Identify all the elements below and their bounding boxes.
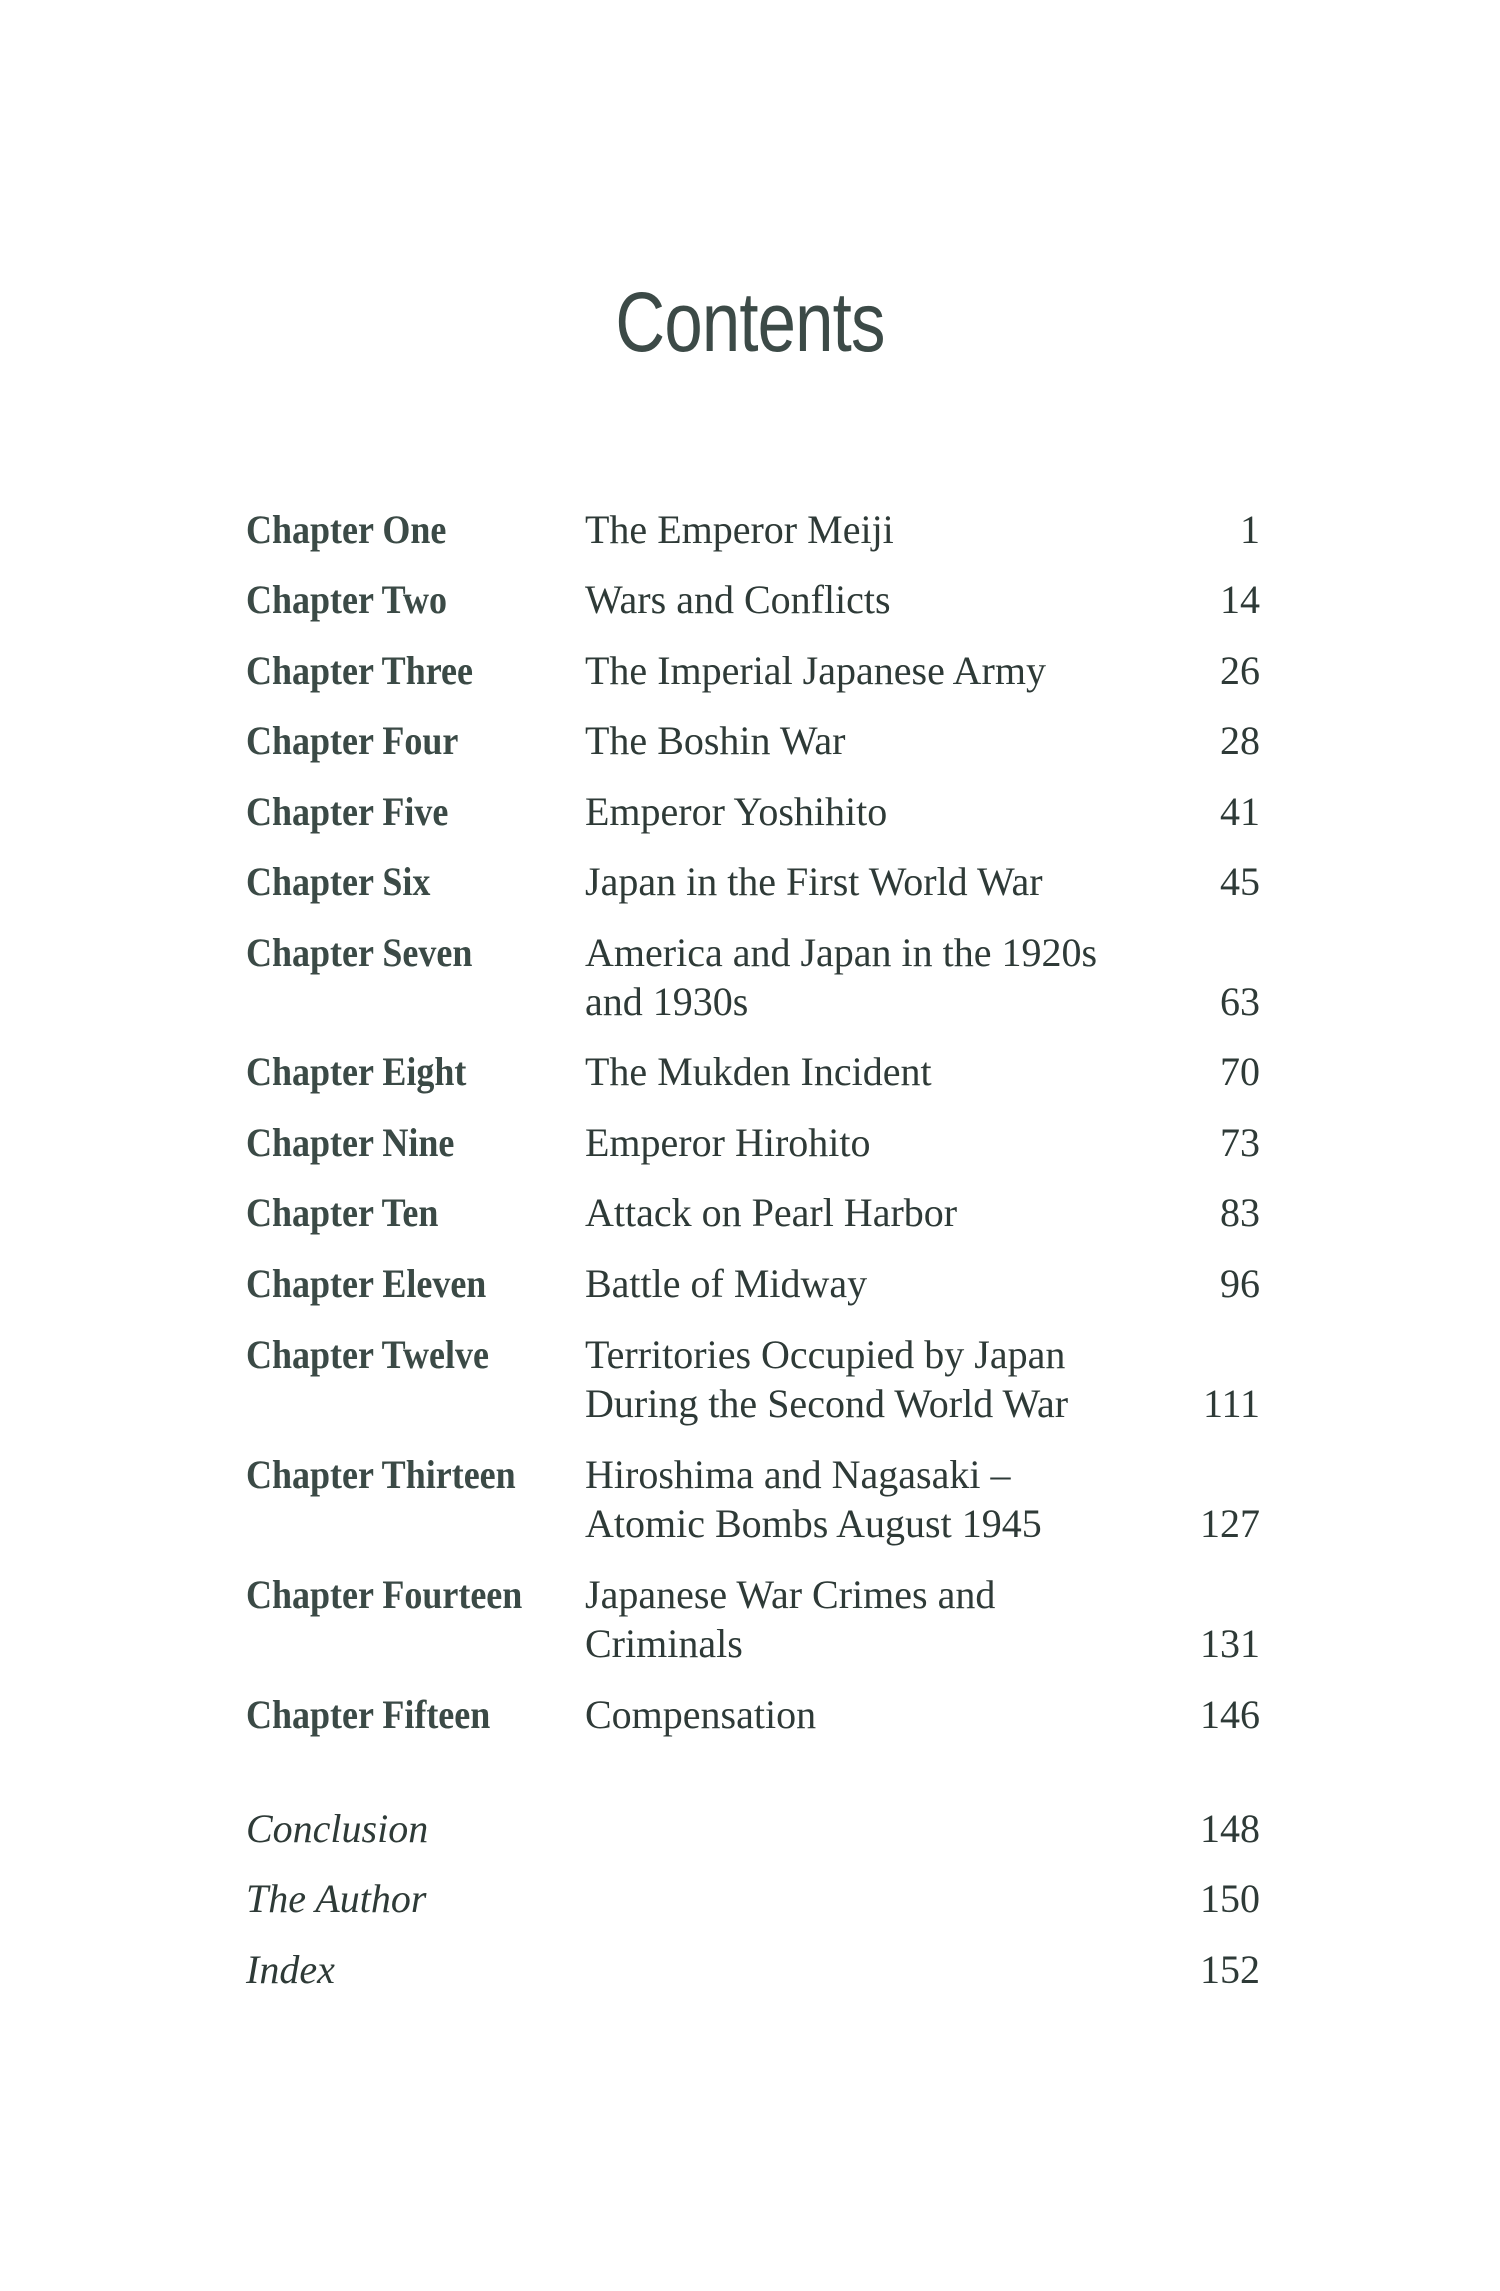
chapter-label: Chapter Three (246, 648, 474, 693)
page-number: 70 (1220, 1049, 1260, 1094)
page-number: 1 (1240, 507, 1260, 552)
chapter-label: Chapter Fifteen (246, 1692, 491, 1737)
page-number: 150 (1200, 1876, 1260, 1921)
page-number: 14 (1220, 577, 1260, 622)
chapter-label: Chapter Twelve (246, 1332, 489, 1377)
chapter-title: Attack on Pearl Harbor (585, 1190, 958, 1235)
page-number: 26 (1220, 648, 1260, 693)
page-number: 127 (1200, 1501, 1260, 1546)
page-number: 152 (1200, 1947, 1260, 1992)
chapter-label: Chapter Thirteen (246, 1452, 516, 1497)
chapter-title: Battle of Midway (585, 1261, 868, 1306)
back-matter-label: Conclusion (246, 1806, 429, 1851)
page-number: 63 (1220, 979, 1260, 1024)
page-title: Contents (615, 275, 885, 369)
chapter-title: Wars and Conflicts (585, 577, 891, 622)
chapter-title: Emperor Yoshihito (585, 789, 888, 834)
page-number: 83 (1220, 1190, 1260, 1235)
chapter-label: Chapter Seven (246, 930, 473, 975)
back-matter-label: The Author (246, 1876, 427, 1921)
chapter-title: The Mukden Incident (585, 1049, 932, 1094)
back-matter-label: Index (246, 1947, 335, 1992)
page-number: 41 (1220, 789, 1260, 834)
page-number: 131 (1200, 1621, 1260, 1666)
chapter-title: Japan in the First World War (585, 859, 1043, 904)
chapter-label: Chapter Nine (246, 1120, 455, 1165)
chapter-label: Chapter Six (246, 859, 431, 904)
page-number: 45 (1220, 859, 1260, 904)
chapter-label: Chapter Ten (246, 1190, 439, 1235)
page-number: 28 (1220, 718, 1260, 763)
chapter-label: Chapter Five (246, 789, 449, 834)
chapter-title: The Boshin War (585, 718, 846, 763)
page-number: 148 (1200, 1806, 1260, 1851)
chapter-title: Compensation (585, 1692, 817, 1737)
chapter-title: Japanese War Crimes and Criminals (585, 1572, 996, 1666)
chapter-title: The Emperor Meiji (585, 507, 894, 552)
chapter-label: Chapter Eight (246, 1049, 467, 1094)
chapter-title: America and Japan in the 1920s and 1930s (585, 930, 1098, 1024)
page-number: 73 (1220, 1120, 1260, 1165)
page-number: 111 (1202, 1381, 1260, 1426)
chapter-label: Chapter Four (246, 718, 459, 763)
chapter-label: Chapter Fourteen (246, 1572, 523, 1617)
chapter-label: Chapter Eleven (246, 1261, 487, 1306)
chapter-title: Hiroshima and Nagasaki – Atomic Bombs August 1945 (585, 1452, 1042, 1546)
chapter-label: Chapter Two (246, 577, 448, 622)
page-number: 96 (1220, 1261, 1260, 1306)
page-number: 146 (1200, 1692, 1260, 1737)
chapter-title: Emperor Hirohito (585, 1120, 871, 1165)
chapter-label: Chapter One (246, 507, 447, 552)
chapter-title: Territories Occupied by Japan During the Second World War (585, 1332, 1069, 1426)
chapter-title: The Imperial Japanese Army (585, 648, 1046, 693)
